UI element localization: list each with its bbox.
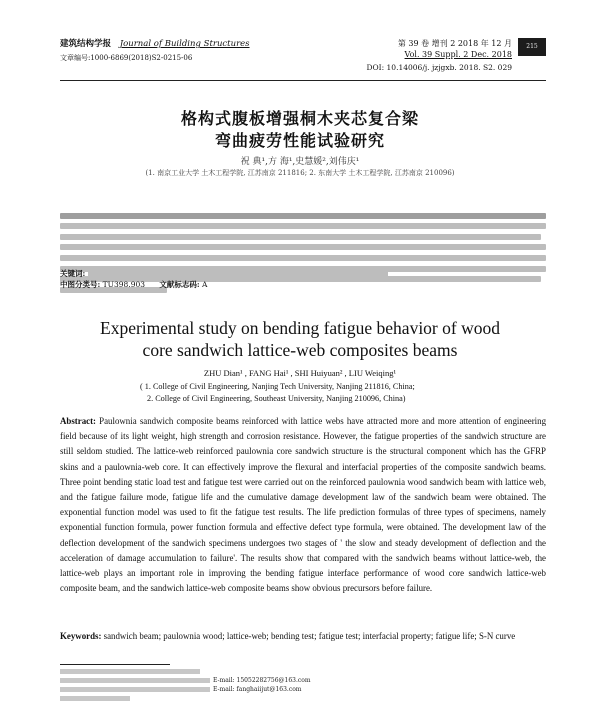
affiliations-cn: (1. 南京工业大学 土木工程学院, 江苏南京 211816; 2. 东南大学 土木工程学院, 江苏南京 210096) bbox=[145, 169, 455, 177]
classification-cn-label: 中图分类号: bbox=[60, 280, 101, 289]
abstract-cn-line bbox=[60, 234, 541, 240]
keywords-cn-row bbox=[60, 268, 546, 279]
footnote-rule bbox=[60, 664, 170, 665]
footnote-author1-email: E-mail: 15052282756@163.com bbox=[213, 677, 311, 684]
keywords-en bbox=[60, 629, 546, 644]
abstract-cn-line bbox=[60, 255, 546, 261]
title-en-line2: core sandwich lattice-web composites beams bbox=[142, 340, 458, 360]
keywords-en-text: sandwich beam; paulownia wood; lattice-web; bending test; fatigue test; interfacial property; fatigue life; S-N curve bbox=[103, 631, 516, 641]
footnote-author2-text bbox=[60, 687, 210, 692]
journal-info bbox=[60, 38, 360, 64]
journal-name-en: Journal of Building Structures bbox=[119, 39, 250, 49]
footnote-fund-text bbox=[60, 669, 200, 674]
abstract-cn-line bbox=[60, 223, 546, 229]
classification-cn-row bbox=[60, 279, 546, 290]
footnote-fund bbox=[60, 668, 460, 677]
title-cn-line1: 格构式腹板增强桐木夹芯复合梁 bbox=[180, 109, 419, 128]
title-cn-line2: 弯曲疲劳性能试验研究 bbox=[214, 131, 385, 150]
affiliation-en-2: 2. College of Civil Engineering, Southeast University, Nanjing 210096, China) bbox=[147, 394, 406, 403]
abstract-cn-line bbox=[60, 244, 546, 250]
issue-info bbox=[352, 38, 512, 60]
title-en-line1: Experimental study on bending fatigue behavior of wood bbox=[100, 318, 500, 338]
page-number-badge: 215 bbox=[518, 38, 546, 56]
document-code-label: 文献标志码: bbox=[159, 280, 200, 289]
doi: DOI: 10.14006/j. jzjgxb. 2018. S2. 029 bbox=[366, 63, 512, 72]
classification-cn-value: TU398.903 bbox=[102, 280, 146, 289]
issue-cn: 第 39 卷 增刊 2 2018 年 12 月 bbox=[397, 39, 512, 48]
keywords-cn bbox=[60, 268, 546, 290]
abstract-cn-line bbox=[60, 213, 546, 219]
page-header bbox=[60, 38, 546, 76]
article-code: 文章编号:1000-6869(2018)S2-0215-06 bbox=[60, 54, 193, 62]
document-code-value: A bbox=[202, 280, 208, 289]
footnote-received-text bbox=[60, 696, 130, 701]
header-rule bbox=[60, 80, 546, 81]
footnote-author1 bbox=[60, 677, 460, 686]
abstract-en-text: Paulownia sandwich composite beams reinforced with lattice webs have attracted more and more attention of engineering field because of its light weight, high strength and corrosion resistance. However, the fatigue properties of the sandwich structure are still seldom studied. The lattice-web reinforced paulownia core sandwich structure is the structural component which has the GFRP skins and a paulownia-web core. It can effectively improve the flexural and interfacial properties of the composite sandwich beams. Three point bending static load test and fatigue test were carried out on the reinforced paulownia wood sandwich beam with lattice web, and the fatigue failure mode, fatigue life and the cumulative damage development law of the sandwich beam were obtained. The exponential function model was used to fit the fatigue test results. The life prediction formulas of three types of specimens, namely exponential function formula, power function formula and effective defect type formula, were obtained. The development law of the deflection development of the sandwich specimens undergoes two stages of ' the slow and steady development of deflection and the acceleration of damage accumulation to failure'. The results show that compared with the sandwich beams without lattice-web, the lattice-web plays an important role in improving the bending fatigue interface performance of wood core sandwich lattice-web composite beam, and the sandwich lattice-web composite beams show obvious precursors before failure. bbox=[60, 416, 547, 594]
footnote-author1-text bbox=[60, 678, 210, 683]
authors-en: ZHU Dian¹ , FANG Hai¹ , SHI Huiyuan² , LIU Weiqing¹ bbox=[203, 368, 397, 378]
keywords-cn-label: 关键词: bbox=[60, 269, 86, 278]
keywords-en-label: Keywords: bbox=[60, 631, 102, 641]
journal-name-cn: 建筑结构学报 bbox=[60, 39, 112, 49]
issue-en: Vol. 39 Suppl. 2 Dec. 2018 bbox=[404, 50, 512, 59]
abstract-en bbox=[60, 414, 546, 596]
authors-cn: 祝 典¹,方 海¹,史慧媛²,刘伟庆¹ bbox=[240, 157, 360, 167]
keywords-cn-text bbox=[88, 271, 388, 277]
footnote-received bbox=[60, 695, 460, 704]
footnote-author2 bbox=[60, 686, 460, 695]
journal-name bbox=[60, 38, 360, 50]
affiliation-en-1: ( 1. College of Civil Engineering, Nanjing Tech University, Nanjing 211816, China; bbox=[140, 382, 415, 391]
footnote-author2-email: E-mail: fanghaiijut@163.com bbox=[213, 686, 302, 693]
abstract-en-label: Abstract: bbox=[60, 416, 96, 426]
